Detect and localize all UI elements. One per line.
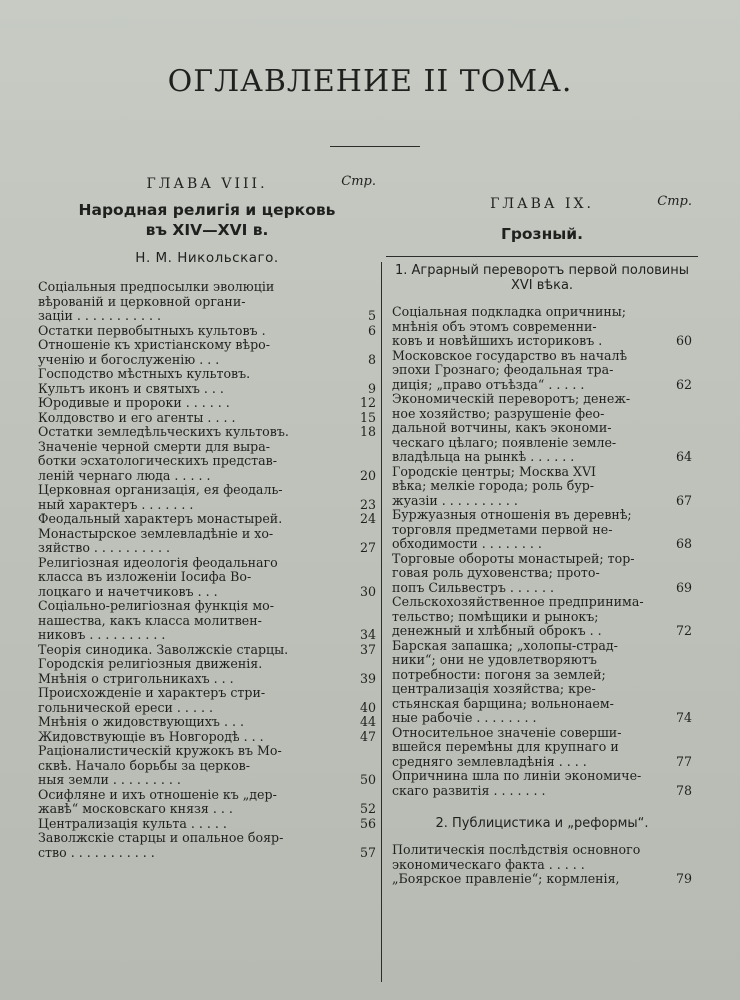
toc-entry[interactable] [38,324,376,339]
toc-entry-page: 79 [675,871,692,886]
toc-entry[interactable] [38,599,376,643]
right-toc-list-2 [392,843,692,887]
toc-entry[interactable] [392,769,692,798]
toc-entry-line: Отношеніе къ христіанскому вѣро- [38,337,271,352]
toc-entry[interactable] [392,552,692,596]
title-rule [330,146,420,147]
toc-entry[interactable] [38,556,376,600]
right-section-rule [386,256,698,257]
toc-entry[interactable] [392,595,692,639]
toc-entry-line: Буржуазныя отношенія въ деревнѣ; [392,507,632,522]
toc-entry-line: сквѣ. Начало борьбы за церков- [38,757,251,773]
toc-entry-page: 12 [359,395,376,410]
toc-entry-line: ники“; они не удовлетворяютъ [392,652,597,667]
toc-entry-line: Городскіе центры; Москва XVI [392,463,597,479]
toc-entry-page: 40 [359,699,376,715]
toc-entry-line: гольнической ереси . . . . . [38,699,213,715]
left-toc-list [38,280,376,860]
toc-entry-line: нашества, какъ класса молитвен- [38,612,262,628]
toc-entry[interactable] [38,715,376,730]
toc-entry-page: 56 [359,815,376,831]
toc-entry-page: 57 [359,844,376,860]
left-chapter-row [38,176,376,198]
toc-entry-line: денежный и хлѣбный оброкъ . . [392,623,602,638]
toc-entry-page: 69 [675,579,692,595]
toc-entry[interactable] [38,338,376,367]
toc-entry-page: 9 [367,380,376,396]
toc-entry[interactable] [38,817,376,832]
toc-entry[interactable] [38,527,376,556]
toc-entry-line: заціи . . . . . . . . . . . [38,308,161,323]
toc-entry-page: 50 [359,772,376,787]
toc-entry-line: жуазіи . . . . . . . . . . [392,492,518,508]
toc-entry-line: владѣльца на рынкѣ . . . . . . [392,449,575,464]
toc-entry-page: 5 [367,308,376,323]
toc-entry-line: никовъ . . . . . . . . . . [38,627,166,642]
toc-entry-line: лоцкаго и начетчиковъ . . . [38,583,218,599]
left-column [38,176,376,860]
toc-entry-line: Феодальный характеръ монастырей. [38,511,283,526]
toc-entry-line: Монастырское землевладѣніе и хо- [38,525,274,541]
toc-entry-line: Раціоналистическій кружокъ въ Мо- [38,743,282,758]
toc-entry[interactable] [38,367,376,396]
left-heading [38,200,376,240]
toc-entry[interactable] [38,512,376,527]
toc-entry-page: 15 [359,409,376,425]
toc-entry-line: тельство; помѣщики и рынокъ; [392,608,599,624]
toc-entry[interactable] [392,726,692,770]
toc-entry-line: Жидовствующіе въ Новгородѣ . . . [38,728,264,744]
toc-entry-line: Юродивые и пророки . . . . . . [38,395,230,410]
toc-entry-page: 72 [675,623,692,638]
toc-entry-line: Соціальныя предпосылки эволюціи [38,279,275,294]
toc-entry[interactable] [38,440,376,484]
toc-entry-line: обходимости . . . . . . . . [392,536,542,551]
toc-entry-line: ное хозяйство; разрушеніе фео- [392,405,605,421]
toc-entry[interactable] [392,843,692,887]
toc-entry-line: „Боярское правленіе“; кормленія, [392,871,620,886]
toc-entry-line: Осифляне и ихъ отношеніе къ „дер- [38,786,277,802]
toc-entry-line: Мнѣнія о жидовствующихъ . . . [38,714,244,729]
toc-entry-page: 6 [367,322,376,338]
toc-entry-line: ные рабочіе . . . . . . . . [392,710,537,725]
toc-entry[interactable] [38,831,376,860]
toc-entry-line: Религіозная идеологія феодальнаго [38,554,278,570]
toc-entry-line: ковъ и новѣйшихъ историковъ . [392,333,603,348]
toc-entry-line: ныя земли . . . . . . . . . [38,772,181,787]
column-divider [381,262,382,982]
toc-entry-page: 37 [359,641,376,657]
left-author: Н. М. Никольскаго. [135,250,279,266]
toc-entry-line: класса въ изложеніи Іосифа Во- [38,569,252,584]
toc-entry-line: Соціально-религіозная функція мо- [38,598,275,613]
toc-entry[interactable] [38,425,376,440]
toc-entry-line: ство . . . . . . . . . . . [38,844,155,860]
toc-entry-page: 68 [675,536,692,551]
page-title: ОГЛАВЛЕНИЕ II ТОМА. [167,64,573,99]
toc-entry-line: мнѣнія объ этомъ современни- [392,318,597,334]
toc-entry-line: скаго развитія . . . . . . . [392,782,546,798]
toc-entry-page: 47 [359,728,376,744]
toc-entry[interactable] [38,396,376,411]
toc-entry-line: Экономическій переворотъ; денеж- [392,391,631,406]
toc-entry-line: средняго землевладѣнія . . . . [392,753,587,769]
toc-entry[interactable] [38,788,376,817]
toc-entry-line: Относительное значеніе соверши- [392,724,622,740]
toc-entry[interactable] [38,686,376,715]
toc-entry-line: вѣрованій и церковной органи- [38,293,246,309]
right-heading: Грозный. [500,225,584,243]
right-page-label: Стр. [657,194,692,209]
right-section-2: 2. Публицистика и „реформы“. [435,816,649,831]
toc-entry-line: Значеніе черной смерти для выра- [38,438,270,454]
toc-entry-page: 44 [359,714,376,729]
toc-entry[interactable] [38,643,376,658]
toc-entry-line: Торговые обороты монастырей; тор- [392,550,635,566]
toc-entry-line: говая роль духовенства; прото- [392,565,600,580]
toc-entry-line: Церковная организація, ея феодаль- [38,482,283,497]
toc-entry-page: 20 [359,467,376,483]
right-toc-list [392,305,692,798]
toc-entry-line: ный характеръ . . . . . . . [38,496,194,512]
toc-entry-line: Московское государство въ началѣ [392,347,628,363]
right-section-1: 1. Аграрный переворотъ первой половины XVI вѣка. [394,263,690,293]
toc-entry-line: диція; „право отъѣзда“ . . . . . [392,376,585,392]
toc-entry[interactable] [38,744,376,788]
toc-entry[interactable] [38,483,376,512]
toc-entry-line: стьянская барщина; вольнонаем- [392,695,614,711]
toc-entry-line: Барская запашка; „холопы-страд- [392,637,618,653]
toc-entry-line: централизація хозяйства; кре- [392,681,596,696]
toc-entry-line: Культъ иконъ и святыхъ . . . [38,380,224,396]
toc-entry-line: Мнѣнія о стригольникахъ . . . [38,670,234,686]
toc-entry-line: дальной вотчины, какъ экономи- [392,420,612,435]
toc-entry-line: Сельскохозяйственное предпринима- [392,594,644,609]
toc-entry[interactable] [392,392,692,465]
toc-entry-line: ческаго цѣлаго; появленіе земле- [392,434,617,450]
toc-entry[interactable] [38,657,376,686]
toc-entry-page: 74 [675,710,692,725]
toc-entry-line: Централизація культа . . . . . [38,815,227,831]
right-column [392,196,692,887]
right-chapter-row [392,196,692,218]
toc-entry-page: 24 [359,511,376,526]
toc-entry-line: леній чернаго люда . . . . . [38,467,211,483]
toc-entry-page: 8 [367,351,376,367]
toc-entry-page: 27 [359,540,376,555]
toc-entry-line: ботки эсхатологическихъ представ- [38,453,277,468]
toc-entry-page: 23 [359,496,376,512]
toc-entry[interactable] [392,349,692,393]
toc-entry[interactable] [392,465,692,509]
toc-entry[interactable] [38,411,376,426]
toc-entry-line: эпохи Грознаго; феодальная тра- [392,362,614,377]
toc-entry-page: 34 [359,627,376,642]
toc-entry-line: Колдовство и его агенты . . . . [38,409,236,425]
toc-entry-page: 60 [675,333,692,348]
left-chapter-label: ГЛАВА VIII. [146,176,268,192]
toc-entry[interactable] [392,305,692,349]
toc-entry-line: Остатки земледѣльческихъ культовъ. [38,424,289,439]
toc-entry-page: 77 [675,753,692,769]
toc-entry-line: вшейся перемѣны для крупнаго и [392,739,619,754]
toc-entry-page: 39 [359,670,376,686]
toc-entry[interactable] [38,280,376,324]
toc-entry-line: ученію и богослуженію . . . [38,351,220,367]
toc-entry-page: 64 [675,449,692,464]
toc-entry[interactable] [38,730,376,745]
toc-entry-page: 30 [359,583,376,599]
toc-entry[interactable] [392,639,692,726]
toc-entry[interactable] [392,508,692,552]
toc-entry-page: 18 [359,424,376,439]
toc-entry-line: Происхожденіе и характеръ стри- [38,685,266,700]
toc-entry-line: Соціальная подкладка опричнины; [392,304,627,319]
toc-entry-line: зяйство . . . . . . . . . . [38,540,170,555]
toc-entry-line: торговля предметами первой не- [392,521,613,537]
toc-entry-line: Политическія послѣдствія основного [392,842,641,857]
toc-entry-page: 78 [675,782,692,798]
toc-entry-page: 67 [675,492,692,508]
toc-entry-line: экономическаго факта . . . . . [392,856,585,872]
toc-entry-line: Опричнина шла по линіи экономиче- [392,768,642,783]
toc-entry-line: Остатки первобытныхъ культовъ . [38,322,266,338]
toc-entry-line: Городскія религіозныя движенія. [38,656,263,671]
toc-entry-line: попъ Сильвестръ . . . . . . [392,579,554,595]
toc-entry-line: потребности: погоня за землей; [392,666,606,682]
toc-entry-page: 52 [359,801,376,816]
toc-entry-line: жавѣ“ московскаго князя . . . [38,801,233,816]
toc-entry-line: Заволжскіе старцы и опальное бояр- [38,830,284,845]
toc-entry-line: Теорія синодика. Заволжскіе старцы. [38,641,289,657]
left-heading-line2: въ XIV—XVI в. [145,221,269,239]
left-heading-line1: Народная религія и церковь [78,201,336,219]
left-page-label: Стр. [341,174,376,189]
toc-entry-page: 62 [675,376,692,392]
right-chapter-label: ГЛАВА IX. [490,196,594,212]
toc-entry-line: Господство мѣстныхъ культовъ. [38,366,251,381]
toc-entry-line: вѣка; мелкіе города; роль бур- [392,478,595,493]
